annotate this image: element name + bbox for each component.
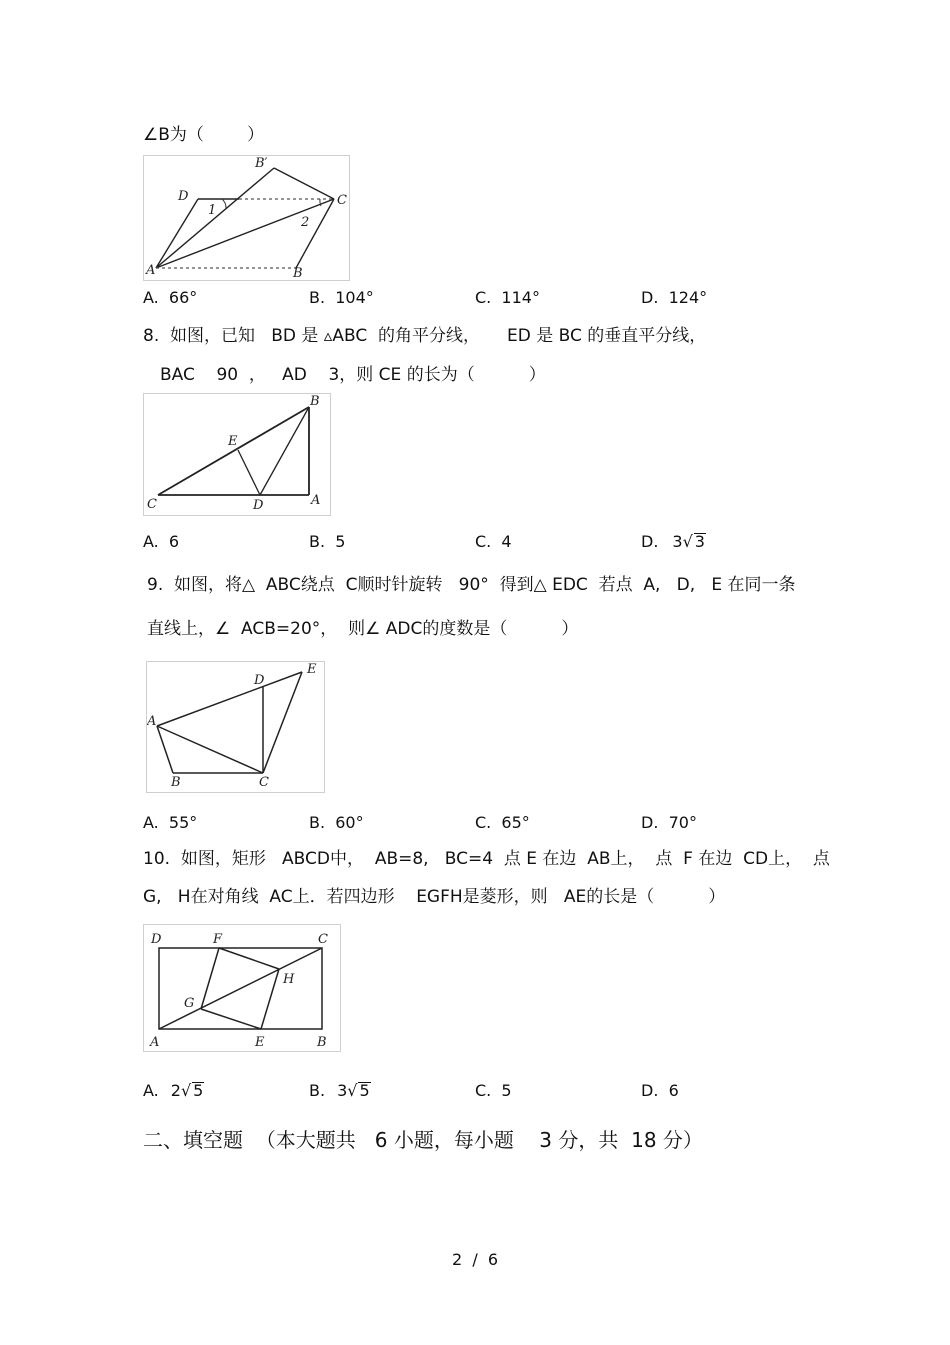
q8-option-c: C. 4 xyxy=(475,532,512,551)
q10-label-B: B xyxy=(317,1035,327,1050)
q8-option-b: B. 5 xyxy=(309,532,346,551)
q7-label-2: 2 xyxy=(301,215,310,230)
q7-option-a: A. 66° xyxy=(143,288,198,307)
q7-label-C: C xyxy=(337,193,347,208)
q7-label-1: 1 xyxy=(208,203,217,218)
q7-stem-tail: ∠B为（ ） xyxy=(143,125,265,145)
q10-label-D: D xyxy=(151,932,162,947)
q10-figure xyxy=(143,924,341,1052)
q10-option-d: D. 6 xyxy=(641,1081,679,1100)
q7-label-D: D xyxy=(178,189,189,204)
q9-label-A: A xyxy=(147,714,157,729)
q9-stem-line1: 9. 如图，将△ ABC绕点 C顺时针旋转 90° 得到△ EDC 若点 A, D, E 在同一条 xyxy=(147,575,796,595)
q8-label-E: E xyxy=(228,434,238,449)
q7-option-b: B. 104° xyxy=(309,288,374,307)
q9-label-E: E xyxy=(307,662,317,677)
q9-option-b: B. 60° xyxy=(309,813,364,832)
q9-stem-line2: 直线上，∠ ACB=20°， 则∠ ADC的度数是（ ） xyxy=(147,619,579,639)
q8-label-B: B xyxy=(310,394,320,409)
q10-stem-line1: 10. 如图，矩形 ABCD中， AB=8, BC=4 点 E 在边 AB上， 点 F 在边 CD上， 点 xyxy=(143,849,830,869)
q10-option-c: C. 5 xyxy=(475,1081,512,1100)
q7-figure xyxy=(143,155,350,281)
q9-option-d: D. 70° xyxy=(641,813,697,832)
q8-option-a: A. 6 xyxy=(143,532,180,551)
q7-option-d: D. 124° xyxy=(641,288,708,307)
q8-figure xyxy=(143,393,331,516)
page-number: 2 / 6 xyxy=(452,1250,499,1269)
section-2-heading: 二、填空题 （本大题共 6 小题，每小题 3 分，共 18 分） xyxy=(143,1128,703,1152)
q10-option-b-coef: 3 xyxy=(337,1081,348,1100)
q8-stem-line2: BAC 90 ， AD 3，则 CE 的长为（ ） xyxy=(160,365,546,385)
q8-option-d-radicand: 3 xyxy=(694,532,705,551)
q9-option-c: C. 65° xyxy=(475,813,530,832)
q8-option-d: D. 3√ 3 xyxy=(641,532,705,551)
q10-label-A: A xyxy=(150,1035,160,1050)
q7-label-Bprime: B′ xyxy=(255,156,268,171)
q8-stem-line1: 8. 如图，已知 BD 是 ▵ABC 的角平分线， ED 是 BC 的垂直平分线， xyxy=(143,326,707,346)
q8-option-d-prefix: D. xyxy=(641,532,659,551)
q10-label-C: C xyxy=(318,932,328,947)
q10-option-a-radicand: 5 xyxy=(193,1081,204,1100)
q8-label-D: D xyxy=(253,498,264,513)
q9-option-a: A. 55° xyxy=(143,813,198,832)
q9-label-D: D xyxy=(254,673,265,688)
q9-figure xyxy=(146,661,325,793)
q7-label-A: A xyxy=(146,263,156,278)
q7-label-B: B xyxy=(293,266,303,280)
q8-option-d-coef: 3 xyxy=(672,532,683,551)
q10-option-a-coef: 2 xyxy=(170,1081,181,1100)
q7-option-c: C. 114° xyxy=(475,288,540,307)
q9-label-C: C xyxy=(259,775,269,790)
q8-label-C: C xyxy=(147,497,157,512)
q10-option-a-prefix: A. xyxy=(143,1081,159,1100)
q9-label-B: B xyxy=(171,775,181,790)
q10-option-b-prefix: B. xyxy=(309,1081,326,1100)
q10-label-G: G xyxy=(184,996,195,1011)
q10-option-b-radicand: 5 xyxy=(359,1081,370,1100)
q10-option-a: A. 2√ 5 xyxy=(143,1081,204,1100)
q10-label-E: E xyxy=(255,1035,265,1050)
q10-label-H: H xyxy=(283,972,295,987)
q10-stem-line2: G, H在对角线 AC上．若四边形 EGFH是菱形，则 AE的长是（ ） xyxy=(143,887,726,907)
q10-option-b: B. 3√ 5 xyxy=(309,1081,370,1100)
q10-label-F: F xyxy=(213,932,223,947)
q8-label-A: A xyxy=(311,493,321,508)
